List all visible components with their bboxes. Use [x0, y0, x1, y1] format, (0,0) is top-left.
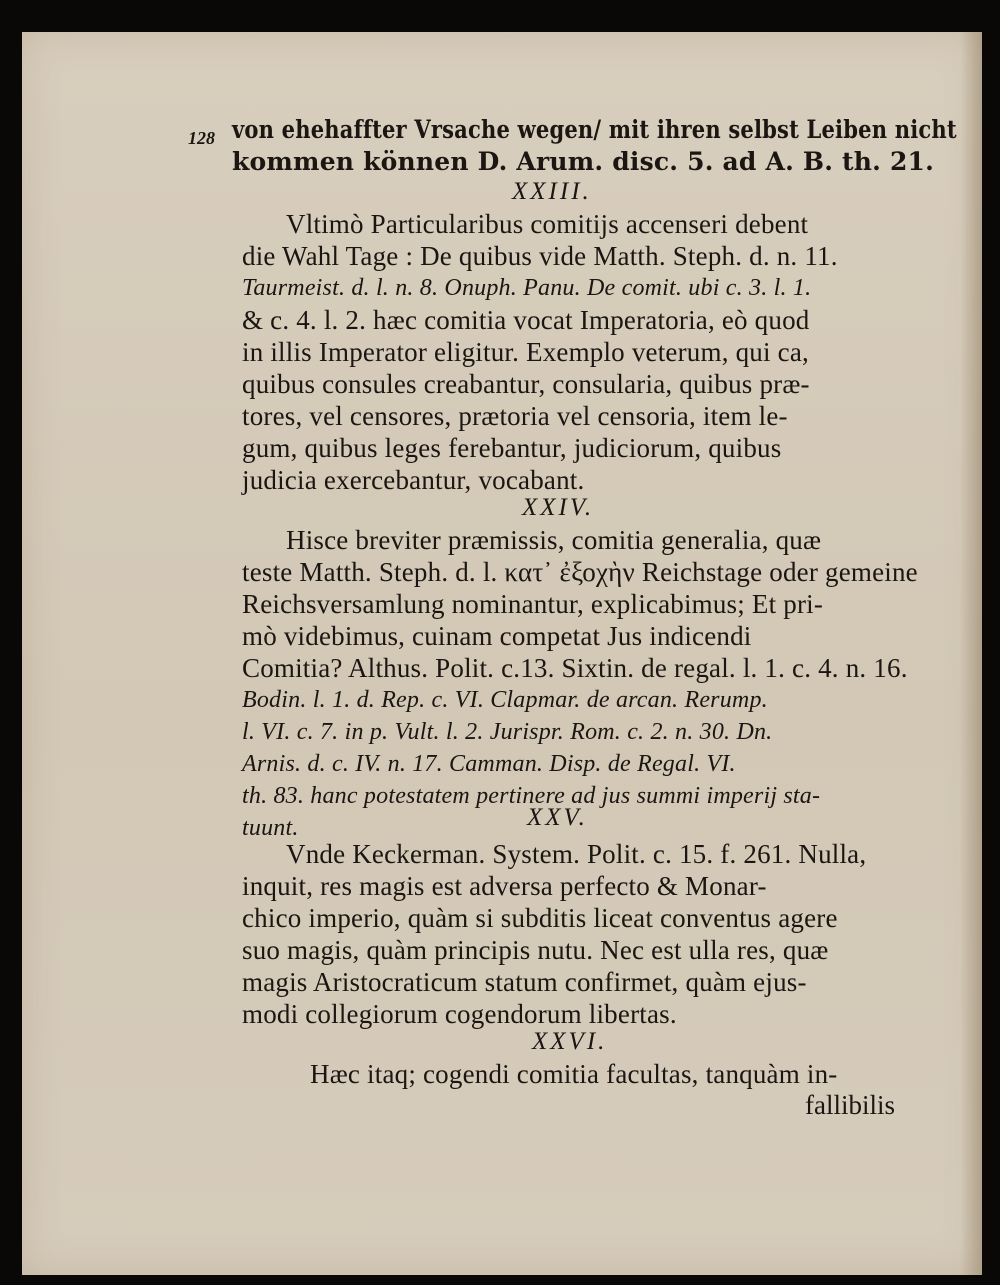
text-line: die Wahl Tage : De quibus vide Matth. Steph. d. n. 11. [242, 241, 838, 271]
text-line: Reichsversamlung nominantur, explicabimus; Et pri- [242, 589, 824, 619]
text-line: Hæc itaq; cogendi comitia facultas, tanquàm in- [310, 1059, 838, 1089]
text-line: magis Aristocraticum statum confirmet, quàm ejus- [242, 967, 807, 997]
text-line: tores, vel censores, prætoria vel censoria, item le- [242, 401, 788, 431]
text-line: th. 83. hanc potestatem pertinere ad jus summi imperij sta- [242, 783, 821, 809]
text-line: Arnis. d. c. IV. n. 17. Camman. Disp. de Regal. VI. [242, 751, 736, 777]
text-line: Vltimò Particularibus comitijs accenseri debent [286, 209, 809, 239]
text-line: quibus consules creabantur, consularia, quibus præ- [242, 369, 810, 399]
text-line: modi collegiorum cogendorum libertas. [242, 999, 677, 1029]
section-heading: XXV. [527, 804, 588, 831]
text-line: inquit, res magis est adversa perfecto & Monar- [242, 871, 767, 901]
book-page [22, 32, 982, 1275]
text-line: Taurmeist. d. l. n. 8. Onuph. Panu. De comit. ubi c. 3. l. 1. [242, 275, 812, 301]
section-heading: XXIV. [522, 494, 595, 521]
text-line: judicia exercebantur, vocabant. [242, 465, 585, 495]
text-line: Bodin. l. 1. d. Rep. c. VI. Clapmar. de arcan. Rerump. [242, 687, 768, 713]
text-line: gum, quibus leges ferebantur, judiciorum, quibus [242, 433, 782, 463]
catchword: fallibilis [805, 1090, 895, 1120]
page-text [22, 32, 982, 1275]
section-heading: XXVI. [532, 1028, 608, 1055]
text-line: teste Matth. Steph. d. l. κατ᾽ ἐξοχὴν Reichstage oder gemeine [242, 557, 918, 587]
text-line: Comitia? Althus. Polit. c.13. Sixtin. de regal. l. 1. c. 4. n. 16. [242, 653, 908, 683]
text-line: mò videbimus, cuinam competat Jus indicendi [242, 621, 752, 651]
text-line: Vnde Keckerman. System. Polit. c. 15. f. 261. Nulla, [286, 839, 867, 869]
text-line: von ehehaffter Vrsache wegen/ mit ihren selbst Leiben nicht [232, 115, 957, 144]
text-line: in illis Imperator eligitur. Exemplo veterum, qui ca, [242, 337, 809, 367]
text-line: & c. 4. l. 2. hæc comitia vocat Imperatoria, eò quod [242, 305, 810, 335]
text-line: tuunt. [242, 815, 299, 841]
text-line: kommen können D. Arum. disc. 5. ad A. B. th. 21. [232, 147, 935, 176]
text-line: chico imperio, quàm si subditis liceat conventus agere [242, 903, 838, 933]
text-line: suo magis, quàm principis nutu. Nec est ulla res, quæ [242, 935, 829, 965]
text-line: Hisce breviter præmissis, comitia generalia, quæ [286, 525, 822, 555]
page-number: 128 [188, 128, 215, 148]
text-line: l. VI. c. 7. in p. Vult. l. 2. Jurispr. Rom. c. 2. n. 30. Dn. [242, 719, 773, 745]
section-heading: XXIII. [512, 178, 592, 205]
